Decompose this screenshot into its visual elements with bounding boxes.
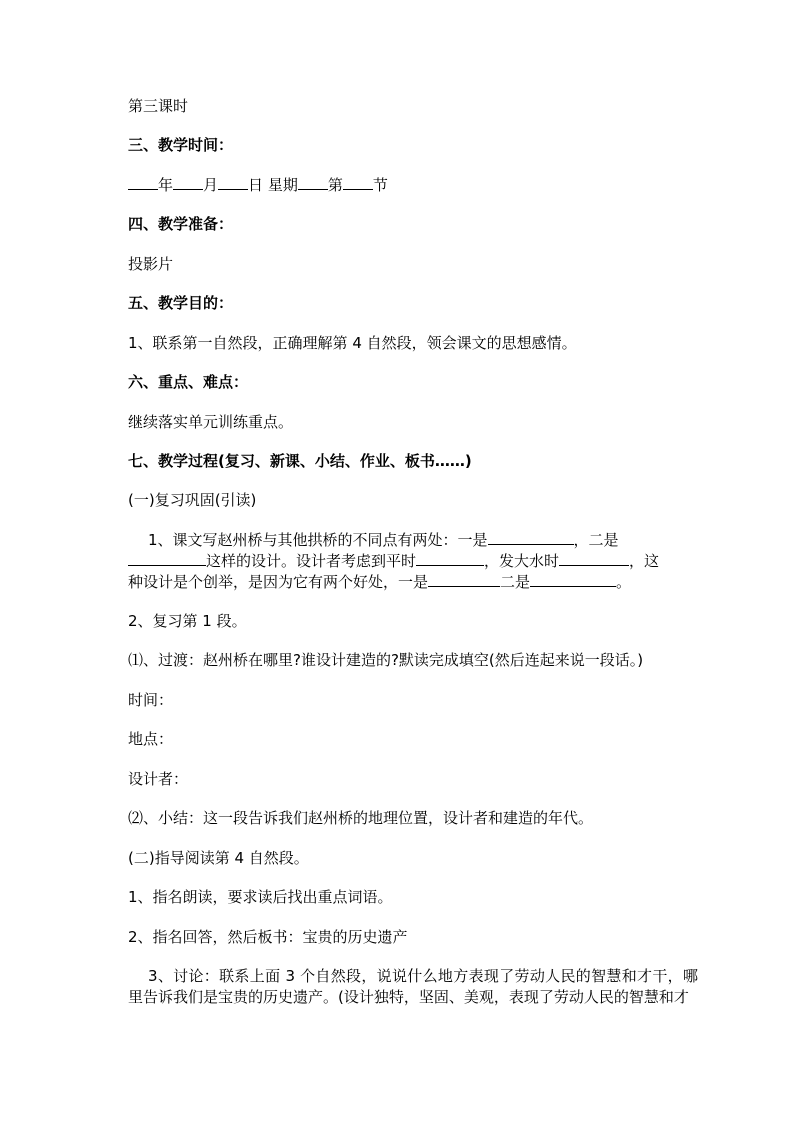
q2-1-transition: ⑴、过渡：赵州桥在哪里?谁设计建造的?默读完成填空(然后连起来说一段话。) <box>128 651 644 669</box>
q1-line-3: 种设计是个创举，是因为它有两个好处，一是 二是 。 <box>128 573 632 591</box>
field-time: 时间： <box>128 691 174 709</box>
field-designer: 设计者： <box>128 770 189 788</box>
year-label: 年 <box>158 176 174 194</box>
part2-step-3: 3、讨论：联系上面 3 个自然段，说说什么地方表现了劳动人民的智慧和才干，哪里告诉我们是宝贵的历史遗产。(设计独特，坚固、美观，表现了劳动人民的智慧和才 <box>128 967 698 1006</box>
q1-blank-3 <box>416 551 484 566</box>
weekday-label: 星期 <box>267 176 298 194</box>
q2-item: 2、复习第 1 段。 <box>128 612 247 630</box>
section-time-heading: 三、教学时间： <box>128 136 234 154</box>
section-focus-heading: 六、重点、难点： <box>128 373 249 391</box>
period-blank <box>343 175 373 190</box>
year-blank <box>128 175 158 190</box>
part2-step-2: 2、指名回答，然后板书：宝贵的历史遗产 <box>128 928 408 946</box>
day-blank <box>218 175 248 190</box>
q1-blank-2 <box>128 551 206 566</box>
focus-content: 继续落实单元训练重点。 <box>128 413 294 431</box>
goal-item-1: 1、联系第一自然段，正确理解第 4 自然段，领会课文的思想感情。 <box>128 334 577 352</box>
lesson-label: 第三课时 <box>128 97 189 115</box>
period-suffix: 节 <box>372 176 388 194</box>
q1-blank-1 <box>488 530 574 545</box>
prep-content: 投影片 <box>128 255 174 273</box>
part2-step-1: 1、指名朗读，要求读后找出重点词语。 <box>128 888 393 906</box>
q1-blank-4 <box>559 551 629 566</box>
section-process-heading: 七、教学过程(复习、新课、小结、作业、板书……) <box>128 452 472 470</box>
date-fill-line <box>128 175 388 195</box>
q2-2-summary: ⑵、小结：这一段告诉我们赵州桥的地理位置，设计者和建造的年代。 <box>128 809 594 827</box>
section-prep-heading: 四、教学准备： <box>128 215 234 233</box>
month-blank <box>173 175 203 190</box>
part1-title: (一)复习巩固(引读) <box>128 491 257 509</box>
q1-blank-5 <box>428 572 500 587</box>
part2-title: (二)指导阅读第 4 自然段。 <box>128 849 309 867</box>
section-goals-heading: 五、教学目的： <box>128 294 234 312</box>
weekday-blank <box>298 175 328 190</box>
field-place: 地点： <box>128 730 174 748</box>
q1-blank-6 <box>530 572 616 587</box>
q1-line-2: 这样的设计。设计者考虑到平时 ，发大水时 ，这 <box>128 551 659 571</box>
period-prefix: 第 <box>327 176 343 194</box>
q1-line-1: 1、课文写赵州桥与其他拱桥的不同点有两处：一是 ，二是 <box>148 531 619 549</box>
day-label: 日 <box>248 176 264 194</box>
month-label: 月 <box>203 176 219 194</box>
